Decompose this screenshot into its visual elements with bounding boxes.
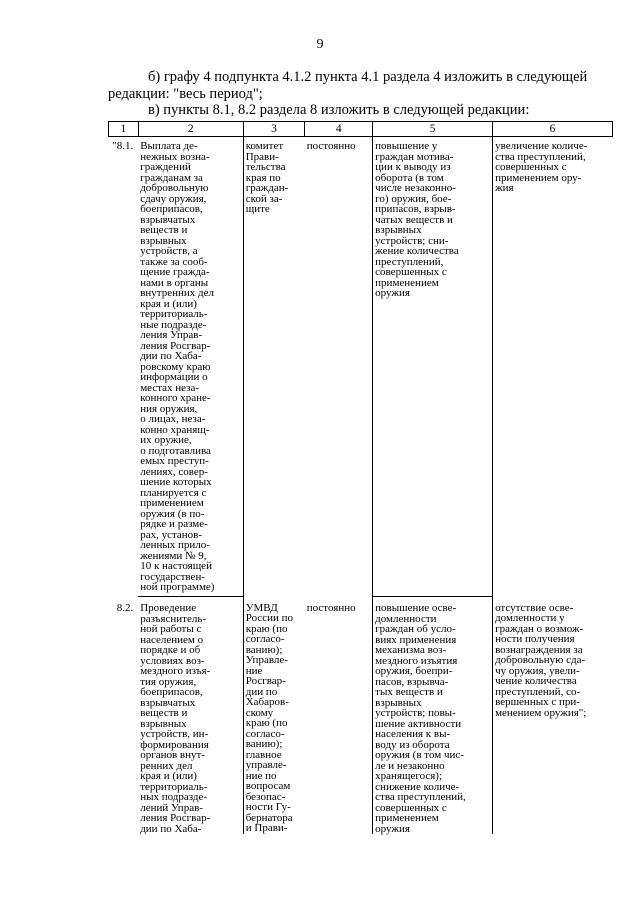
paragraph-v: в) пункты 8.1, 8.2 раздела 8 изложить в следующей редакции: [148, 102, 530, 118]
paragraph-b-line1: б) графу 4 подпункта 4.1.2 пункта 4.1 раздела 4 изложить в следующей [148, 69, 588, 85]
period-cell: постоянно [306, 601, 356, 614]
header-col-3: 3 [243, 122, 305, 137]
row-number-cell: 8.2. [116, 601, 134, 614]
header-col-5: 5 [373, 122, 493, 137]
header-col-1: 1 [109, 122, 139, 137]
amendment-table [108, 121, 613, 834]
executor-cell: УМВД России по краю (по согласо- ванию); Управле- ние Росгвар- дии по Хабаров- скому краю (по согласо- ванию); главное управле- ние по вопросам безопас- ности Гу- бернатора и Прави- [245, 601, 294, 834]
header-col-2: 2 [138, 122, 243, 137]
measure-cell: Проведение разъяснитель- ной работы с населением о порядке и об условиях воз- мездного изъя- тия оружия, боеприпасов, взрывчатых веществ и взрывных устройств, ин- формирования органов внут- ренних дел края и (или) территориаль- ных подразде- лений Управ- ления Росгвар- дии по Хаба- [138, 597, 243, 835]
row-number-cell: "8.1. [112, 140, 134, 152]
result-cell: повышение у граждан мотива- ции к выводу из оборота (в том числе незаконно- го) оружия, бое- припасов, взрыв- чатых веществ и взрывных устройств; сни- жение количества преступлений, совершенных с применением оружия [373, 137, 493, 597]
period-cell: постоянно [306, 140, 356, 152]
table-header-row [109, 122, 613, 137]
header-col-4: 4 [305, 122, 373, 137]
table-row [109, 597, 613, 835]
table-row [109, 137, 613, 597]
page-number: 9 [316, 37, 324, 52]
executor-cell: комитет Прави- тельства края по граждан- ской за- щите [245, 140, 289, 215]
consequence-cell: увеличение количе- ства преступлений, совершенных с применением ору- жия [495, 140, 588, 194]
paragraph-b-line2: редакции: "весь период"; [108, 86, 263, 102]
header-col-6: 6 [493, 122, 613, 137]
measure-cell: Выплата де- нежных возна- граждений гражданам за добровольную сдачу оружия, боеприпасов, взрывчатых веществ и взрывных устройств, а также за сооб- щение гражда- нами в органы внутренних дел края и (или) территориаль- ные подразде- ления Управ- ления Росгвар- дии по Хаба- ровскому краю информации о местах неза- конного хране- ния оружия, о лицах, неза- конно хранящ- их оружие, о подготавлива емых преступ- лениях, совер- шение которых планируется с применением оружия (в по- рядке и разме- рах, установ- ленных прило- жениями № 9, 10 к настоящей государствен- ной программе) [138, 137, 243, 597]
consequence-cell: отсутствие осве- домленности у граждан о возмож- ности получения вознаграждения за добровольную сда- чу оружия, увели- чение количества преступлений, со- вершенных с при- менением оружия"; [495, 601, 587, 719]
result-cell: повышение осве- домленности граждан об усло- виях применения механизма воз- мездного изъятия оружия, боепри- пасов, взрывча- тых веществ и взрывных устройств; повы- шение активности населения к вы- воду из оборота оружия (в том чис- ле и незаконно хранящегося); снижение количе- ства преступлений, совершенных с применением оружия [373, 597, 493, 835]
